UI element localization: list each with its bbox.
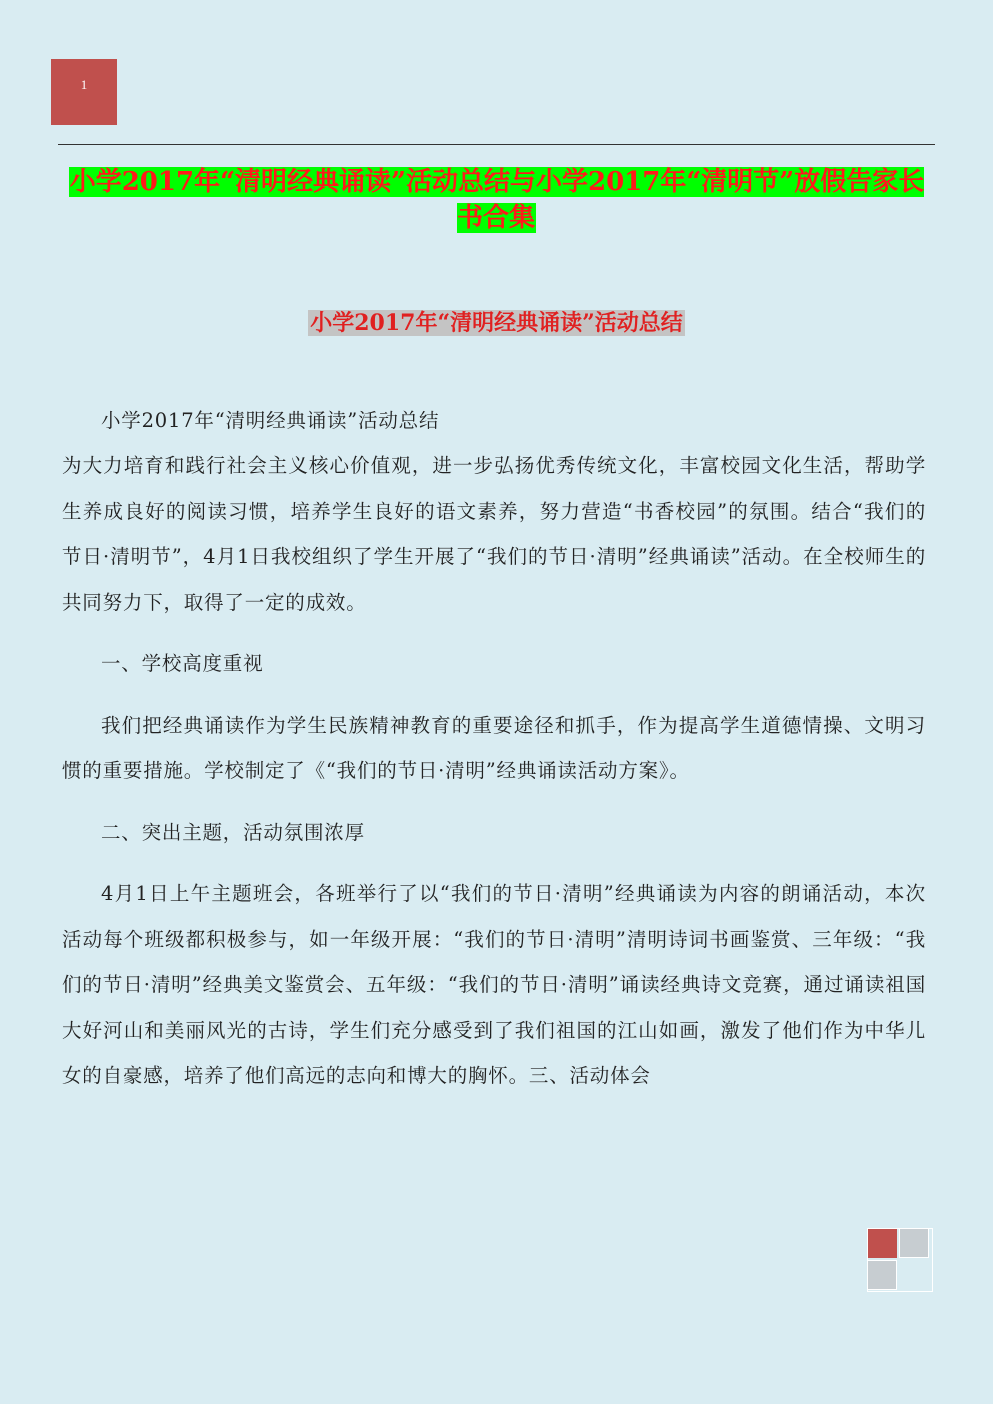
body-paragraph-section-two-heading: 二、突出主题，活动氛围浓厚 bbox=[101, 820, 365, 844]
header-divider bbox=[58, 144, 935, 145]
document-title bbox=[60, 164, 933, 236]
body-paragraph-heading: 小学2017年“清明经典诵读”活动总结 bbox=[101, 409, 440, 432]
corner-frame bbox=[867, 1228, 933, 1292]
document-title-text: 小学2017年“清明经典诵读”活动总结与小学2017年“清明节”放假告家长书合集 bbox=[69, 167, 925, 233]
body-paragraph-intro: 为大力培育和践行社会主义核心价值观，进一步弘扬优秀传统文化，丰富校园文化生活，帮助学生养成良好的阅读习惯，培养学生良好的语文素养，努力营造“书香校园”的氛围。结合“我们的节日·清明节”，4月1日我校组织了学生开展了“我们的节日·清明”经典诵读”活动。在全校师生的共同努力下，取得了一定的成效。 bbox=[62, 454, 926, 614]
page-number: 1 bbox=[80, 77, 88, 92]
corner-decoration bbox=[867, 1228, 933, 1292]
section-title bbox=[0, 306, 993, 340]
document-body bbox=[62, 398, 926, 1099]
page-number-badge bbox=[51, 59, 117, 125]
section-title-text: 小学2017年“清明经典诵读”活动总结 bbox=[310, 310, 683, 336]
body-paragraph-section-one-heading: 一、学校高度重视 bbox=[101, 652, 264, 675]
body-paragraph-section-two: 4月1日上午主题班会，各班举行了以“我们的节日·清明”经典诵读为内容的朗诵活动，本次活动每个班级都积极参与，如一年级开展：“我们的节日·清明”清明诗词书画鉴赏、三年级：“我们的节日·清明”经典美文鉴赏会、五年级：“我们的节日·清明”诵读经典诗文竞赛，通过诵读祖国大好河山和美丽风光的古诗，学生们充分感受到了我们祖国的江山如画，激发了他们作为中华儿女的自豪感，培养了他们高远的志向和博大的胸怀。三、活动体会 bbox=[62, 882, 926, 1087]
body-paragraph-section-one: 我们把经典诵读作为学生民族精神教育的重要途径和抓手，作为提高学生道德情操、文明习惯的重要措施。学校制定了《“我们的节日·清明”经典诵读活动方案》。 bbox=[62, 713, 926, 782]
